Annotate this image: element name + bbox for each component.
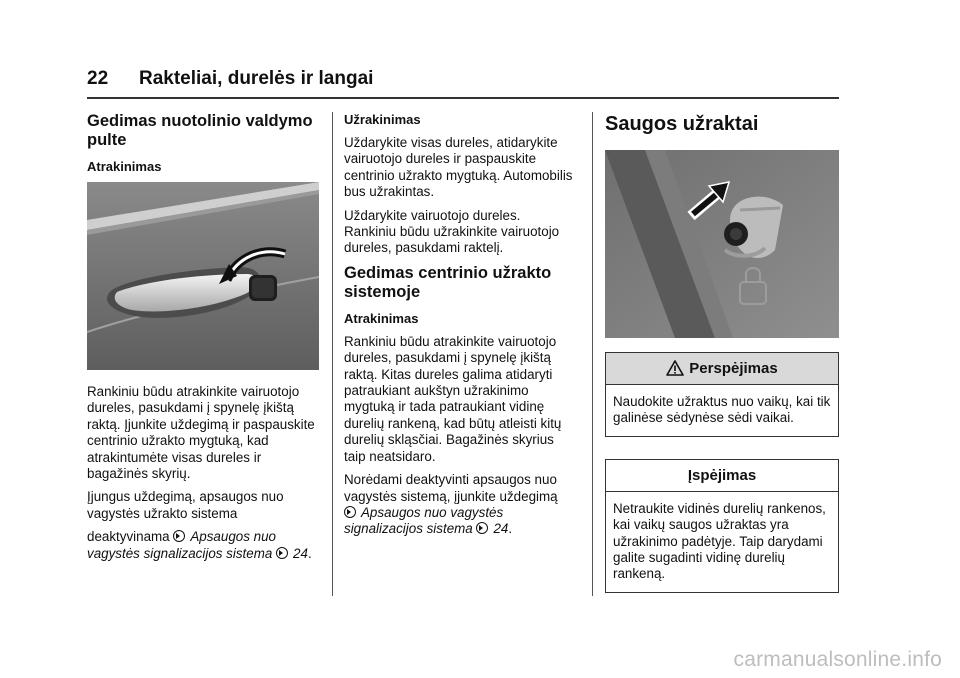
- xref-anti-theft[interactable]: Apsaugos nuo vagystės signalizacijos sistema: [87, 529, 276, 561]
- cross-reference-icon: [476, 522, 488, 534]
- column-divider-2: [592, 112, 593, 596]
- xref-page[interactable]: 24: [293, 545, 308, 561]
- subheading-unlocking-2: Atrakinimas: [344, 310, 419, 326]
- subheading-locking: Užrakinimas: [344, 112, 421, 127]
- column-divider-1: [332, 112, 333, 596]
- cross-reference-icon: [344, 506, 356, 518]
- xref-page-2[interactable]: 24: [493, 521, 509, 537]
- col1-paragraph-2: Įjungus uždegimą, apsaugos nuo vagystės užrakto sistema: [87, 489, 284, 521]
- page-title: Rakteliai, durelės ir langai: [139, 68, 374, 89]
- child-lock-illustration: [605, 150, 839, 338]
- col2-paragraph-4: Norėdami deaktyvinti apsaugos nuo vagystės sistemą, įjunkite uždegimą Apsaugos nuo vagystės signalizacijos sistema 24.: [344, 472, 558, 537]
- page-number: 22: [87, 68, 109, 89]
- caution-text: Netraukite vidinės durelių rankenos, kai vaikų saugos užraktas yra užrakinimo padėtyje. Taip darydami galite sugadinti vidinę durelių rankeną.: [613, 500, 826, 582]
- watermark: carmanualsonline.info: [733, 648, 942, 671]
- warning-header: [606, 353, 838, 385]
- subheading-unlocking: Atrakinimas: [87, 159, 162, 174]
- cross-reference-icon: [173, 530, 185, 542]
- column-3: [605, 112, 839, 615]
- section-heading-remote-failure: Gedimas nuotolinio valdymo pulte: [87, 112, 313, 149]
- page-header: [87, 68, 839, 98]
- header-rule: [87, 97, 839, 99]
- section-heading-child-locks: Saugos užraktai: [605, 113, 759, 135]
- caution-box: [605, 459, 839, 593]
- warning-text: Naudokite užraktus nuo vaikų, kai tik galinėse sėdynėse sėdi vaikai.: [613, 394, 831, 426]
- warning-triangle-icon: [666, 360, 684, 376]
- col2-paragraph-3: Rankiniu būdu atrakinkite vairuotojo dureles, pasukdami į spynelę įkištą raktą. Kitas dureles galima atidaryti patraukiant aukštyn užrakinimo mygtuką ir tada patraukiant vidinę durelių rankeną, kad būtų atleisti kitų durelių skląsčiai. Bagažinės skyrius taip neatsidaro.: [344, 333, 562, 464]
- caution-header: Įspėjimas: [606, 460, 838, 492]
- cross-reference-icon: [276, 547, 288, 559]
- col1-paragraph-3: deaktyvinama Apsaugos nuo vagystės signalizacijos sistema 24.: [87, 529, 312, 561]
- column-2: [344, 112, 576, 545]
- xref-anti-theft-2[interactable]: Apsaugos nuo vagystės signalizacijos sistema: [344, 504, 504, 537]
- col2-paragraph-1: Uždarykite visas dureles, atidarykite vairuotojo dureles ir paspauskite centrinio užrakto mygtuką. Automobilis bus užrakintas.: [344, 135, 573, 200]
- col2-paragraph-2: Uždarykite vairuotojo dureles. Rankiniu būdu užrakinkite vairuotojo dureles, pasukdami raktelį.: [344, 207, 560, 256]
- col1-paragraph-1: Rankiniu būdu atrakinkite vairuotojo dureles, pasukdami į spynelę įkištą raktą. Įjunkite uždegimą ir paspauskite centrinio užrakto mygtuką, kad atrakintumėte visas dureles ir bagažinės skyrių.: [87, 384, 315, 482]
- warning-box: [605, 352, 839, 437]
- column-1: [87, 112, 319, 569]
- section-heading-central-lock-failure: Gedimas centrinio užrakto sistemoje: [344, 263, 552, 301]
- warning-title: Perspėjimas: [689, 360, 778, 377]
- door-handle-key-illustration: [87, 182, 319, 370]
